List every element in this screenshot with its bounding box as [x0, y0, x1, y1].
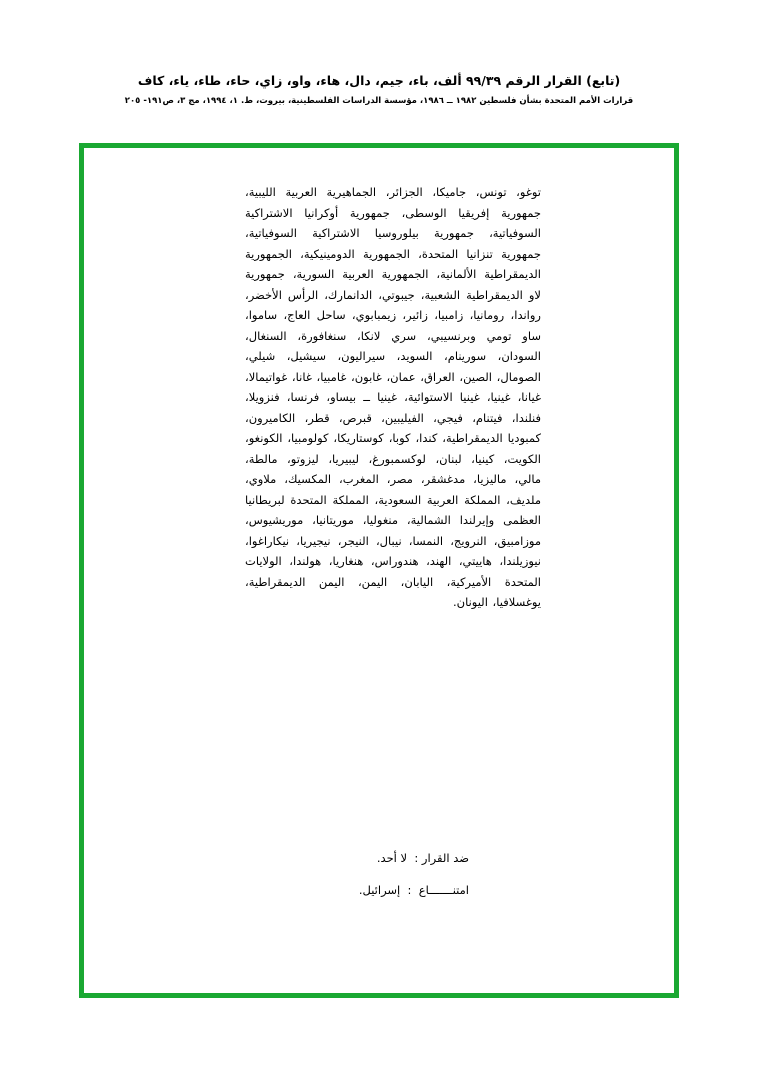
page-title: (تابع) القرار الرقم ٩٩/٣٩ ألف، باء، جيم، دال، هاء، واو، زاي، حاء، طاء، ياء، كاف [137, 73, 621, 88]
content-frame [79, 143, 679, 998]
source-citation: قرارات الأمم المتحدة بشأن فلسطين ١٩٨٢ ــ ١٩٨٦، مؤسسة الدراسات الفلسطينية، بيروت، ط. ١، ١٩٩٤، مج ٣، ص١٩١- ٢٠٥ [124, 95, 634, 106]
vote-against-line: ضد القرار : لا أحد. [376, 851, 469, 865]
vote-abstain-line: امتنـــــــاع : إسرائيل. [358, 883, 469, 897]
vote-results [209, 848, 469, 912]
document-header [0, 72, 758, 107]
country-list-paragraph: توغو، تونس، جاميكا، الجزائر، الجماهيرية العربية الليبية، جمهورية إفريقيا الوسطى، جمهورية أوكرانيا الاشتراكية السوفياتية، جمهورية بيلوروسيا الاشتراكية السوفياتية، جمهورية تنزانيا المتحدة، الجمهورية الدومينيكية، الجمهورية الديمقراطية الألمانية، الجمهورية العربية السورية، جمهورية لاو الديمقراطية الشعبية، جيبوتي، الدانمارك، الرأس الأخضر، رواندا، رومانيا، زامبيا، زائير، زيمبابوي، ساحل العاج، ساموا، ساو تومي وبرنسيبي، سري لانكا، سنغافورة، السنغال، السودان، سورينام، السويد، سيراليون، سيشيل، شيلي، الصومال، الصين، العراق، عمان، غابون، غامبيا، غانا، غواتيمالا، غيانا، غينيا، غينيا الاستوائية، غينيا ــ بيساو، فرنسا، فنزويلا، فنلندا، فيتنام، فيجي، الفيليبين، قبرص، قطر، الكاميرون، كمبوديا الديمقراطية، كندا، كوبا، كوستاريكا، كولومبيا، الكونغو، الكويت، كينيا، لبنان، لوكسمبورغ، ليبيريا، ليزوتو، مالطة، مالي، ماليزيا، مدغشقر، مصر، المغرب، المكسيك، ملاوي، ملديف، المملكة العربية السعودية، المملكة المتحدة لبريطانيا العظمى وإيرلندا الشمالية، منغوليا، موريتانيا، موريشيوس، موزامبيق، النرويج، النمسا، نيبال، النيجر، نيجيريا، نيكاراغوا، نيوزيلندا، هاييتي، الهند، هندوراس، هنغاريا، هولندا، الولايات المتحدة الأميركية، اليابان، اليمن، اليمن الديمقراطية، يوغسلافيا، اليونان. [245, 185, 541, 609]
country-list-column [245, 182, 541, 613]
